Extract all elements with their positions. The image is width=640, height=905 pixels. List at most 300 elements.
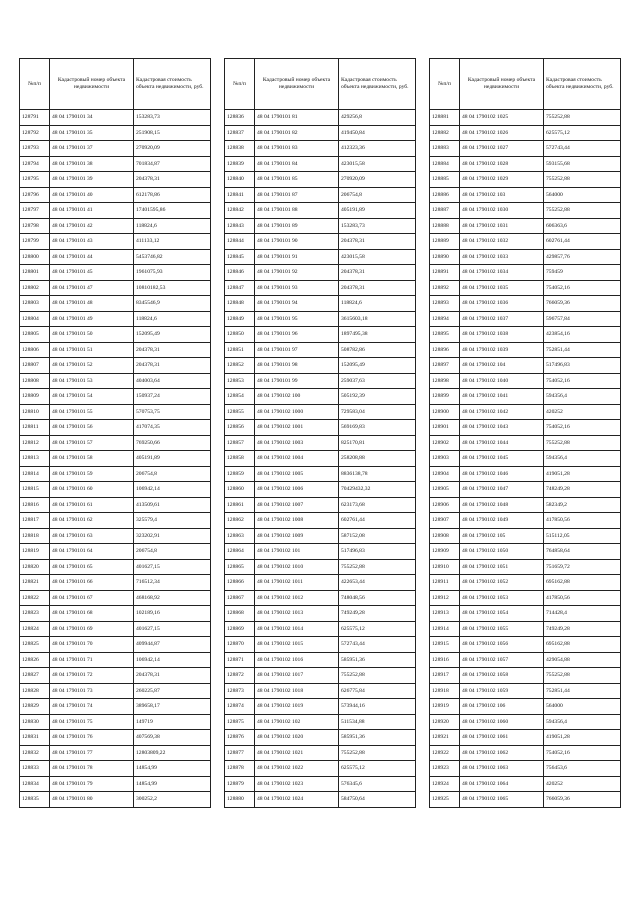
row-number-cell: 128904 [430, 466, 460, 482]
cadastral-cost-cell: 206754,8 [134, 544, 211, 560]
cadastral-cost-cell: 594356,4 [544, 451, 621, 467]
cadastral-cost-cell: 572743,44 [544, 141, 621, 157]
cadastral-number-cell: 48 04 1790102 1023 [255, 776, 339, 792]
table-row [20, 637, 211, 653]
cadastral-cost-cell: 149719 [134, 714, 211, 730]
cadastral-cost-cell: 755252,88 [544, 435, 621, 451]
cadastral-cost-cell: 569169,83 [339, 420, 416, 436]
cadastral-number-cell: 48 04 1790101 66 [50, 575, 134, 591]
table-row [225, 575, 416, 591]
cadastral-table-3 [429, 58, 621, 808]
cadastral-number-cell: 48 04 1790102 1042 [460, 404, 544, 420]
table-row [20, 792, 211, 808]
cadastral-cost-cell: 602761,44 [339, 513, 416, 529]
cadastral-cost-cell: 623173,68 [339, 497, 416, 513]
row-number-cell: 128919 [430, 699, 460, 715]
cadastral-cost-cell: 748249,28 [544, 482, 621, 498]
table-row [430, 203, 621, 219]
table-row [225, 652, 416, 668]
row-number-cell: 128886 [430, 187, 460, 203]
cadastral-cost-cell: 585951,36 [339, 730, 416, 746]
row-number-cell: 128898 [430, 373, 460, 389]
cadastral-cost-cell: 106942,14 [134, 482, 211, 498]
row-number-cell: 128907 [430, 513, 460, 529]
row-number-cell: 128836 [225, 110, 255, 126]
cadastral-cost-cell: 152095,49 [339, 358, 416, 374]
cadastral-cost-cell: 570753,75 [134, 404, 211, 420]
cadastral-number-cell: 48 04 1790102 1058 [460, 668, 544, 684]
cadastral-cost-cell: 766059,36 [544, 296, 621, 312]
row-number-cell: 128822 [20, 590, 50, 606]
row-number-cell: 128796 [20, 187, 50, 203]
cadastral-cost-cell: 206754,8 [339, 187, 416, 203]
cadastral-number-cell: 48 04 1790102 1009 [255, 528, 339, 544]
cadastral-number-cell: 48 04 1790102 1041 [460, 389, 544, 405]
row-number-cell: 128844 [225, 234, 255, 250]
cadastral-number-cell: 48 04 1790102 1008 [255, 513, 339, 529]
cadastral-number-cell: 48 04 1790102 1048 [460, 497, 544, 513]
table-row [225, 745, 416, 761]
cadastral-number-cell: 48 04 1790102 1001 [255, 420, 339, 436]
table-row [430, 482, 621, 498]
table-row [20, 652, 211, 668]
header-cadastral-cost: Кадастровая стоимость объекта недвижимости, руб. [134, 59, 211, 110]
cadastral-cost-cell: 755252,88 [339, 668, 416, 684]
cadastral-number-cell: 48 04 1790102 106 [460, 699, 544, 715]
cadastral-number-cell: 48 04 1790101 70 [50, 637, 134, 653]
row-number-cell: 128814 [20, 466, 50, 482]
table-row [225, 373, 416, 389]
table-row [225, 187, 416, 203]
row-number-cell: 128852 [225, 358, 255, 374]
row-number-cell: 128873 [225, 683, 255, 699]
cadastral-number-cell: 48 04 1790102 1037 [460, 311, 544, 327]
cadastral-number-cell: 48 04 1790102 1026 [460, 125, 544, 141]
table-row [20, 172, 211, 188]
table-row [430, 761, 621, 777]
cadastral-cost-cell: 3615603,18 [339, 311, 416, 327]
table-row [20, 265, 211, 281]
table-row [20, 125, 211, 141]
table-row [20, 497, 211, 513]
cadastral-number-cell: 48 04 1790101 96 [255, 327, 339, 343]
table-row [430, 218, 621, 234]
cadastral-cost-cell: 204378,31 [339, 234, 416, 250]
cadastral-number-cell: 48 04 1790102 1022 [255, 761, 339, 777]
table-row [430, 776, 621, 792]
row-number-cell: 128794 [20, 156, 50, 172]
cadastral-number-cell: 48 04 1790101 37 [50, 141, 134, 157]
cadastral-number-cell: 48 04 1790101 82 [255, 125, 339, 141]
table-row [430, 544, 621, 560]
row-number-cell: 128866 [225, 575, 255, 591]
table-row [20, 249, 211, 265]
row-number-cell: 128892 [430, 280, 460, 296]
cadastral-number-cell: 48 04 1790101 88 [255, 203, 339, 219]
row-number-cell: 128791 [20, 110, 50, 126]
header-num: №п/п [430, 59, 460, 110]
row-number-cell: 128911 [430, 575, 460, 591]
cadastral-cost-cell: 517496,83 [544, 358, 621, 374]
header-num: №п/п [225, 59, 255, 110]
table-row [225, 110, 416, 126]
cadastral-number-cell: 48 04 1790102 1006 [255, 482, 339, 498]
cadastral-cost-cell: 325579,4 [134, 513, 211, 529]
cadastral-cost-cell: 206754,8 [134, 466, 211, 482]
row-number-cell: 128809 [20, 389, 50, 405]
table-row [430, 528, 621, 544]
cadastral-cost-cell: 12803809,22 [134, 745, 211, 761]
row-number-cell: 128862 [225, 513, 255, 529]
cadastral-number-cell: 48 04 1790101 75 [50, 714, 134, 730]
cadastral-number-cell: 48 04 1790101 85 [255, 172, 339, 188]
table-row [20, 590, 211, 606]
cadastral-cost-cell: 593155,68 [544, 156, 621, 172]
cadastral-number-cell: 48 04 1790102 1059 [460, 683, 544, 699]
row-number-cell: 128899 [430, 389, 460, 405]
cadastral-cost-cell: 150937,24 [134, 389, 211, 405]
cadastral-table-2 [224, 58, 416, 808]
row-number-cell: 128925 [430, 792, 460, 808]
row-number-cell: 128823 [20, 606, 50, 622]
cadastral-cost-cell: 389658,17 [134, 699, 211, 715]
cadastral-number-cell: 48 04 1790102 1004 [255, 451, 339, 467]
cadastral-number-cell: 48 04 1790101 92 [255, 265, 339, 281]
cadastral-number-cell: 48 04 1790102 1003 [255, 435, 339, 451]
cadastral-cost-cell: 118824,6 [339, 296, 416, 312]
table-row [20, 156, 211, 172]
row-number-cell: 128797 [20, 203, 50, 219]
row-number-cell: 128918 [430, 683, 460, 699]
table-row [430, 466, 621, 482]
row-number-cell: 128834 [20, 776, 50, 792]
cadastral-cost-cell: 625575,12 [339, 761, 416, 777]
cadastral-cost-cell: 8836138,78 [339, 466, 416, 482]
row-number-cell: 128835 [20, 792, 50, 808]
table-row [225, 668, 416, 684]
cadastral-number-cell: 48 04 1790102 1047 [460, 482, 544, 498]
row-number-cell: 128890 [430, 249, 460, 265]
cadastral-number-cell: 48 04 1790101 68 [50, 606, 134, 622]
row-number-cell: 128913 [430, 606, 460, 622]
table-row [430, 559, 621, 575]
header-num: №п/п [20, 59, 50, 110]
table-row [225, 606, 416, 622]
table-row [20, 699, 211, 715]
table-row [225, 714, 416, 730]
row-number-cell: 128803 [20, 296, 50, 312]
cadastral-cost-cell: 755252,88 [339, 745, 416, 761]
cadastral-cost-cell: 70429432,32 [339, 482, 416, 498]
row-number-cell: 128915 [430, 637, 460, 653]
cadastral-number-cell: 48 04 1790101 39 [50, 172, 134, 188]
row-number-cell: 128888 [430, 218, 460, 234]
cadastral-number-cell: 48 04 1790101 54 [50, 389, 134, 405]
cadastral-cost-cell: 429256,8 [339, 110, 416, 126]
cadastral-number-cell: 48 04 1790101 57 [50, 435, 134, 451]
cadastral-number-cell: 48 04 1790101 59 [50, 466, 134, 482]
table-row [430, 234, 621, 250]
table-row [430, 187, 621, 203]
table-row [20, 203, 211, 219]
cadastral-number-cell: 48 04 1790102 1028 [460, 156, 544, 172]
table-row [430, 296, 621, 312]
cadastral-cost-cell: 755252,88 [544, 172, 621, 188]
cadastral-number-cell: 48 04 1790102 1010 [255, 559, 339, 575]
row-number-cell: 128806 [20, 342, 50, 358]
cadastral-number-cell: 48 04 1790101 38 [50, 156, 134, 172]
row-number-cell: 128854 [225, 389, 255, 405]
cadastral-cost-cell: 825170,81 [339, 435, 416, 451]
row-number-cell: 128853 [225, 373, 255, 389]
table-row [20, 559, 211, 575]
cadastral-number-cell: 48 04 1790102 1014 [255, 621, 339, 637]
row-number-cell: 128838 [225, 141, 255, 157]
table-row [430, 172, 621, 188]
row-number-cell: 128865 [225, 559, 255, 575]
row-number-cell: 128824 [20, 621, 50, 637]
cadastral-number-cell: 48 04 1790102 1046 [460, 466, 544, 482]
row-number-cell: 128812 [20, 435, 50, 451]
cadastral-number-cell: 48 04 1790101 49 [50, 311, 134, 327]
row-number-cell: 128883 [430, 141, 460, 157]
cadastral-table-1 [19, 58, 211, 808]
cadastral-number-cell: 48 04 1790102 1000 [255, 404, 339, 420]
cadastral-number-cell: 48 04 1790102 1020 [255, 730, 339, 746]
cadastral-number-cell: 48 04 1790101 91 [255, 249, 339, 265]
table-row [225, 203, 416, 219]
cadastral-number-cell: 48 04 1790102 1025 [460, 110, 544, 126]
cadastral-cost-cell: 260225,87 [134, 683, 211, 699]
row-number-cell: 128842 [225, 203, 255, 219]
header-cadastral-number: Кадастровый номер объекта недвижимости [460, 59, 544, 110]
cadastral-cost-cell: 695162,88 [544, 575, 621, 591]
table-row [20, 466, 211, 482]
cadastral-number-cell: 48 04 1790101 63 [50, 528, 134, 544]
table-row [430, 156, 621, 172]
table-row [430, 637, 621, 653]
cadastral-number-cell: 48 04 1790101 62 [50, 513, 134, 529]
row-number-cell: 128887 [430, 203, 460, 219]
row-number-cell: 128901 [430, 420, 460, 436]
cadastral-number-cell: 48 04 1790101 67 [50, 590, 134, 606]
cadastral-cost-cell: 204378,31 [134, 172, 211, 188]
row-number-cell: 128869 [225, 621, 255, 637]
cadastral-cost-cell: 749249,28 [544, 621, 621, 637]
cadastral-cost-cell: 258208,88 [339, 451, 416, 467]
cadastral-number-cell: 48 04 1790101 53 [50, 373, 134, 389]
cadastral-cost-cell: 419051,28 [544, 466, 621, 482]
cadastral-number-cell: 48 04 1790101 74 [50, 699, 134, 715]
row-number-cell: 128816 [20, 497, 50, 513]
table-row [225, 482, 416, 498]
cadastral-number-cell: 48 04 1790101 95 [255, 311, 339, 327]
cadastral-number-cell: 48 04 1790102 1035 [460, 280, 544, 296]
table-row [430, 714, 621, 730]
cadastral-number-cell: 48 04 1790102 1033 [460, 249, 544, 265]
table-row [20, 327, 211, 343]
cadastral-number-cell: 48 04 1790101 45 [50, 265, 134, 281]
row-number-cell: 128825 [20, 637, 50, 653]
row-number-cell: 128903 [430, 451, 460, 467]
table-row [430, 358, 621, 374]
cadastral-number-cell: 48 04 1790102 1044 [460, 435, 544, 451]
cadastral-cost-cell: 626775,84 [339, 683, 416, 699]
table-header-row [430, 59, 621, 110]
row-number-cell: 128819 [20, 544, 50, 560]
table-row [430, 311, 621, 327]
cadastral-cost-cell: 411133,12 [134, 234, 211, 250]
cadastral-cost-cell: 594356,4 [544, 389, 621, 405]
table-row [225, 637, 416, 653]
row-number-cell: 128906 [430, 497, 460, 513]
cadastral-number-cell: 48 04 1790102 1019 [255, 699, 339, 715]
cadastral-cost-cell: 417074,35 [134, 420, 211, 436]
row-number-cell: 128843 [225, 218, 255, 234]
cadastral-cost-cell: 412323,36 [339, 141, 416, 157]
table-row [20, 234, 211, 250]
cadastral-number-cell: 48 04 1790102 1007 [255, 497, 339, 513]
cadastral-cost-cell: 422653,44 [339, 575, 416, 591]
row-number-cell: 128830 [20, 714, 50, 730]
cadastral-cost-cell: 612178,86 [134, 187, 211, 203]
cadastral-number-cell: 48 04 1790102 1055 [460, 621, 544, 637]
cadastral-cost-cell: 764858,64 [544, 544, 621, 560]
row-number-cell: 128914 [430, 621, 460, 637]
cadastral-cost-cell: 576345,6 [339, 776, 416, 792]
cadastral-number-cell: 48 04 1790101 52 [50, 358, 134, 374]
table-row [430, 699, 621, 715]
cadastral-number-cell: 48 04 1790101 93 [255, 280, 339, 296]
cadastral-number-cell: 48 04 1790102 1061 [460, 730, 544, 746]
cadastral-number-cell: 48 04 1790101 48 [50, 296, 134, 312]
cadastral-cost-cell: 300252,2 [134, 792, 211, 808]
cadastral-number-cell: 48 04 1790101 81 [255, 110, 339, 126]
cadastral-cost-cell: 573944,16 [339, 699, 416, 715]
cadastral-number-cell: 48 04 1790101 64 [50, 544, 134, 560]
cadastral-cost-cell: 270920,09 [134, 141, 211, 157]
table-row [430, 590, 621, 606]
row-number-cell: 128877 [225, 745, 255, 761]
row-number-cell: 128804 [20, 311, 50, 327]
table-row [20, 389, 211, 405]
cadastral-cost-cell: 517496,83 [339, 544, 416, 560]
table-row [225, 141, 416, 157]
cadastral-cost-cell: 625575,12 [544, 125, 621, 141]
row-number-cell: 128896 [430, 342, 460, 358]
row-number-cell: 128891 [430, 265, 460, 281]
table-row [430, 730, 621, 746]
row-number-cell: 128820 [20, 559, 50, 575]
row-number-cell: 128882 [430, 125, 460, 141]
cadastral-number-cell: 48 04 1790101 60 [50, 482, 134, 498]
cadastral-number-cell: 48 04 1790102 102 [255, 714, 339, 730]
cadastral-cost-cell: 323202,91 [134, 528, 211, 544]
cadastral-number-cell: 48 04 1790101 83 [255, 141, 339, 157]
table-row [20, 218, 211, 234]
cadastral-number-cell: 48 04 1790102 1018 [255, 683, 339, 699]
cadastral-cost-cell: 572743,44 [339, 637, 416, 653]
header-cadastral-number: Кадастровый номер объекта недвижимости [255, 59, 339, 110]
cadastral-cost-cell: 564000 [544, 187, 621, 203]
row-number-cell: 128856 [225, 420, 255, 436]
header-cadastral-cost: Кадастровая стоимость объекта недвижимости, руб. [339, 59, 416, 110]
cadastral-cost-cell: 769250,66 [134, 435, 211, 451]
cadastral-cost-cell: 405191,89 [134, 451, 211, 467]
table-row [430, 451, 621, 467]
row-number-cell: 128848 [225, 296, 255, 312]
cadastral-number-cell: 48 04 1790101 71 [50, 652, 134, 668]
cadastral-number-cell: 48 04 1790102 1064 [460, 776, 544, 792]
cadastral-number-cell: 48 04 1790102 1045 [460, 451, 544, 467]
table-row [20, 435, 211, 451]
row-number-cell: 128827 [20, 668, 50, 684]
cadastral-cost-cell: 751659,72 [544, 559, 621, 575]
row-number-cell: 128807 [20, 358, 50, 374]
row-number-cell: 128909 [430, 544, 460, 560]
table-row [20, 482, 211, 498]
table-row [225, 389, 416, 405]
table-row [225, 683, 416, 699]
cadastral-number-cell: 48 04 1790101 40 [50, 187, 134, 203]
row-number-cell: 128849 [225, 311, 255, 327]
table-row [20, 296, 211, 312]
cadastral-cost-cell: 153283,73 [339, 218, 416, 234]
table-row [225, 699, 416, 715]
table-row [20, 311, 211, 327]
table-row [225, 590, 416, 606]
cadastral-cost-cell: 152095,49 [134, 327, 211, 343]
row-number-cell: 128894 [430, 311, 460, 327]
row-number-cell: 128841 [225, 187, 255, 203]
table-row [20, 761, 211, 777]
table-row [20, 420, 211, 436]
row-number-cell: 128870 [225, 637, 255, 653]
table-row [430, 792, 621, 808]
cadastral-cost-cell: 1897495,38 [339, 327, 416, 343]
cadastral-cost-cell: 420252 [544, 404, 621, 420]
table-row [225, 761, 416, 777]
table-row [225, 792, 416, 808]
table-row [430, 110, 621, 126]
cadastral-cost-cell: 625575,12 [339, 621, 416, 637]
row-number-cell: 128800 [20, 249, 50, 265]
cadastral-number-cell: 48 04 1790102 1056 [460, 637, 544, 653]
cadastral-cost-cell: 755252,88 [339, 559, 416, 575]
row-number-cell: 128859 [225, 466, 255, 482]
table-row [225, 249, 416, 265]
row-number-cell: 128879 [225, 776, 255, 792]
table-row [430, 668, 621, 684]
row-number-cell: 128795 [20, 172, 50, 188]
cadastral-number-cell: 48 04 1790102 1017 [255, 668, 339, 684]
cadastral-number-cell: 48 04 1790102 100 [255, 389, 339, 405]
table-row [20, 668, 211, 684]
cadastral-cost-cell: 259037,63 [339, 373, 416, 389]
cadastral-cost-cell: 755252,88 [544, 110, 621, 126]
row-number-cell: 128793 [20, 141, 50, 157]
table-row [430, 420, 621, 436]
row-number-cell: 128831 [20, 730, 50, 746]
table-row [430, 683, 621, 699]
cadastral-number-cell: 48 04 1790102 1013 [255, 606, 339, 622]
table-row [430, 513, 621, 529]
row-number-cell: 128922 [430, 745, 460, 761]
cadastral-cost-cell: 401627,15 [134, 621, 211, 637]
table-row [20, 544, 211, 560]
cadastral-cost-cell: 585951,36 [339, 652, 416, 668]
cadastral-number-cell: 48 04 1790102 1016 [255, 652, 339, 668]
